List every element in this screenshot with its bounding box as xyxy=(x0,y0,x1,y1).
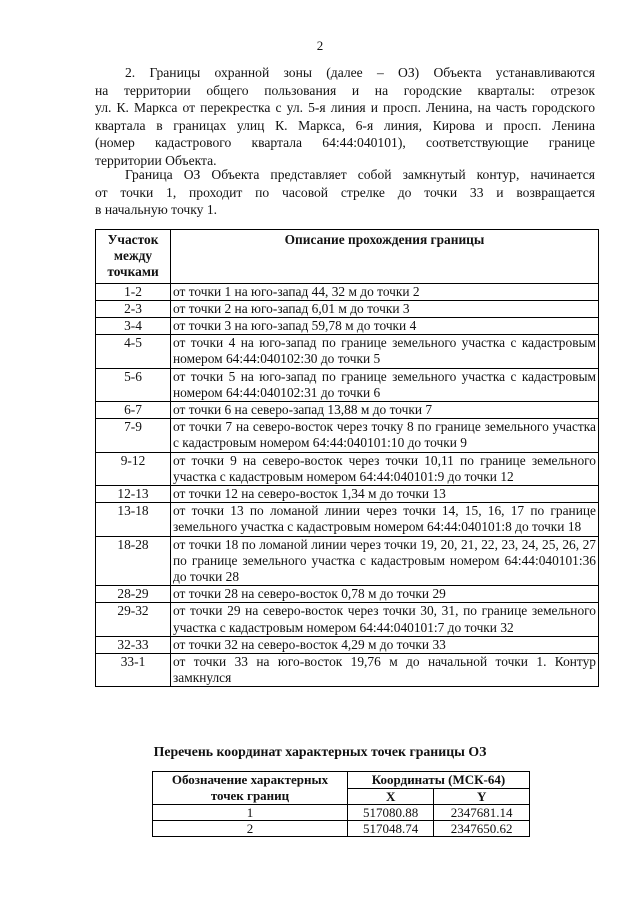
paragraph-line: в начальную точку 1. xyxy=(95,202,218,218)
table-row xyxy=(96,536,599,586)
table-row xyxy=(96,335,599,368)
description-cell: от точки 12 на северо-восток 1,34 м до точки 13 xyxy=(171,486,599,503)
segment-cell: 4-5 xyxy=(96,335,171,368)
segment-cell: 3-4 xyxy=(96,318,171,335)
table-row xyxy=(96,452,599,485)
coordinates-table xyxy=(152,771,530,837)
table-row xyxy=(96,368,599,401)
table-row xyxy=(96,636,599,653)
segment-cell: 18-28 xyxy=(96,536,171,586)
description-cell: от точки 32 на северо-восток 4,29 м до точки 33 xyxy=(171,636,599,653)
header-description: Описание прохождения границы xyxy=(171,230,599,284)
description-cell: от точки 3 на юго-запад 59,78 м до точки 4 xyxy=(171,318,599,335)
point-cell: 1 xyxy=(153,805,348,821)
segment-cell: 33-1 xyxy=(96,654,171,687)
paragraph-line: 2. Границы охранной зоны (далее – ОЗ) Объекта устанавливаются xyxy=(125,65,595,80)
segment-cell: 28-29 xyxy=(96,586,171,603)
paragraph-contour xyxy=(95,166,595,219)
page-number: 2 xyxy=(316,38,324,53)
description-cell: от точки 29 на северо-восток через точки 30, 31, по границе земельного участка с кадастровым номером 64:44:040101:7 до точки 32 xyxy=(171,603,599,636)
paragraph-line: квартала в границах улиц К. Маркса, 6-я линия, Кирова и просп. Ленина xyxy=(95,117,595,133)
table-row xyxy=(96,419,599,452)
x-cell: 517080.88 xyxy=(348,805,434,821)
segment-cell: 29-32 xyxy=(96,603,171,636)
x-cell: 517048.74 xyxy=(348,821,434,837)
description-cell: от точки 7 на северо-восток через точку 8 по границе земельного участка с кадастровым номером 64:44:040101:10 до точки 9 xyxy=(171,419,599,452)
paragraph-line: Граница ОЗ Объекта представляет собой замкнутый контур, начинается xyxy=(125,167,595,182)
description-cell: от точки 13 по ломаной линии через точки 14, 15, 16, 17 по границе земельного участка с кадастровым номером 64:44:040101:8 до точки 18 xyxy=(171,503,599,536)
table-row xyxy=(153,805,530,821)
description-cell: от точки 33 на юго-восток 19,76 м до начальной точки 1. Контур замкнулся xyxy=(171,654,599,687)
table-row xyxy=(153,821,530,837)
table-row xyxy=(96,283,599,300)
segment-cell: 1-2 xyxy=(96,283,171,300)
segment-cell: 13-18 xyxy=(96,503,171,536)
header-point-designation: Обозначение характерных точек границ xyxy=(153,772,348,805)
description-cell: от точки 5 на юго-запад по границе земельного участка с кадастровым номером 64:44:040102:31 до точки 6 xyxy=(171,368,599,401)
description-cell: от точки 6 на северо-запад 13,88 м до точки 7 xyxy=(171,402,599,419)
segment-cell: 5-6 xyxy=(96,368,171,401)
description-cell: от точки 4 на юго-запад по границе земельного участка с кадастровым номером 64:44:040102:30 до точки 5 xyxy=(171,335,599,368)
table-row xyxy=(96,654,599,687)
paragraph-line: ул. К. Маркса от перекрестка с ул. 5-я линия и просп. Ленина, на часть городского xyxy=(95,100,595,116)
segment-cell: 12-13 xyxy=(96,486,171,503)
header-y: Y xyxy=(434,788,530,805)
header-segment: Участок между точками xyxy=(96,230,171,284)
paragraph-line: на территории общего пользования и на городские кварталы: отрезок xyxy=(95,82,595,98)
table-row xyxy=(96,300,599,317)
paragraph-line: территории Объекта. xyxy=(95,152,217,168)
description-cell: от точки 1 на юго-запад 44, 32 м до точки 2 xyxy=(171,283,599,300)
point-cell: 2 xyxy=(153,821,348,837)
paragraph-boundaries xyxy=(95,64,595,170)
description-cell: от точки 28 на северо-восток 0,78 м до точки 29 xyxy=(171,586,599,603)
boundary-description-table xyxy=(95,229,599,687)
coordinates-title: Перечень координат характерных точек границы ОЗ xyxy=(153,744,487,759)
header-x: X xyxy=(348,788,434,805)
segment-cell: 7-9 xyxy=(96,419,171,452)
segment-cell: 2-3 xyxy=(96,300,171,317)
table-row xyxy=(96,486,599,503)
table-row xyxy=(96,402,599,419)
table-row xyxy=(96,586,599,603)
description-cell: от точки 18 по ломаной линии через точки 19, 20, 21, 22, 23, 24, 25, 26, 27 по границе земельного участка с кадастровым номером 64:44:040101:36 до точки 28 xyxy=(171,536,599,586)
table-row xyxy=(96,603,599,636)
header-coordinates: Координаты (МСК-64) xyxy=(348,772,530,789)
table-row xyxy=(96,503,599,536)
description-cell: от точки 9 на северо-восток через точки 10,11 по границе земельного участка с кадастровым номером 64:44:040101:9 до точки 12 xyxy=(171,452,599,485)
table-row xyxy=(96,318,599,335)
y-cell: 2347681.14 xyxy=(434,805,530,821)
segment-cell: 9-12 xyxy=(96,452,171,485)
paragraph-line: (номер кадастрового квартала 64:44:040101), соответствующие границе xyxy=(95,135,595,151)
segment-cell: 32-33 xyxy=(96,636,171,653)
paragraph-line: от точки 1, проходит по часовой стрелке до точки 33 и возвращается xyxy=(95,184,595,200)
description-cell: от точки 2 на юго-запад 6,01 м до точки 3 xyxy=(171,300,599,317)
segment-cell: 6-7 xyxy=(96,402,171,419)
y-cell: 2347650.62 xyxy=(434,821,530,837)
